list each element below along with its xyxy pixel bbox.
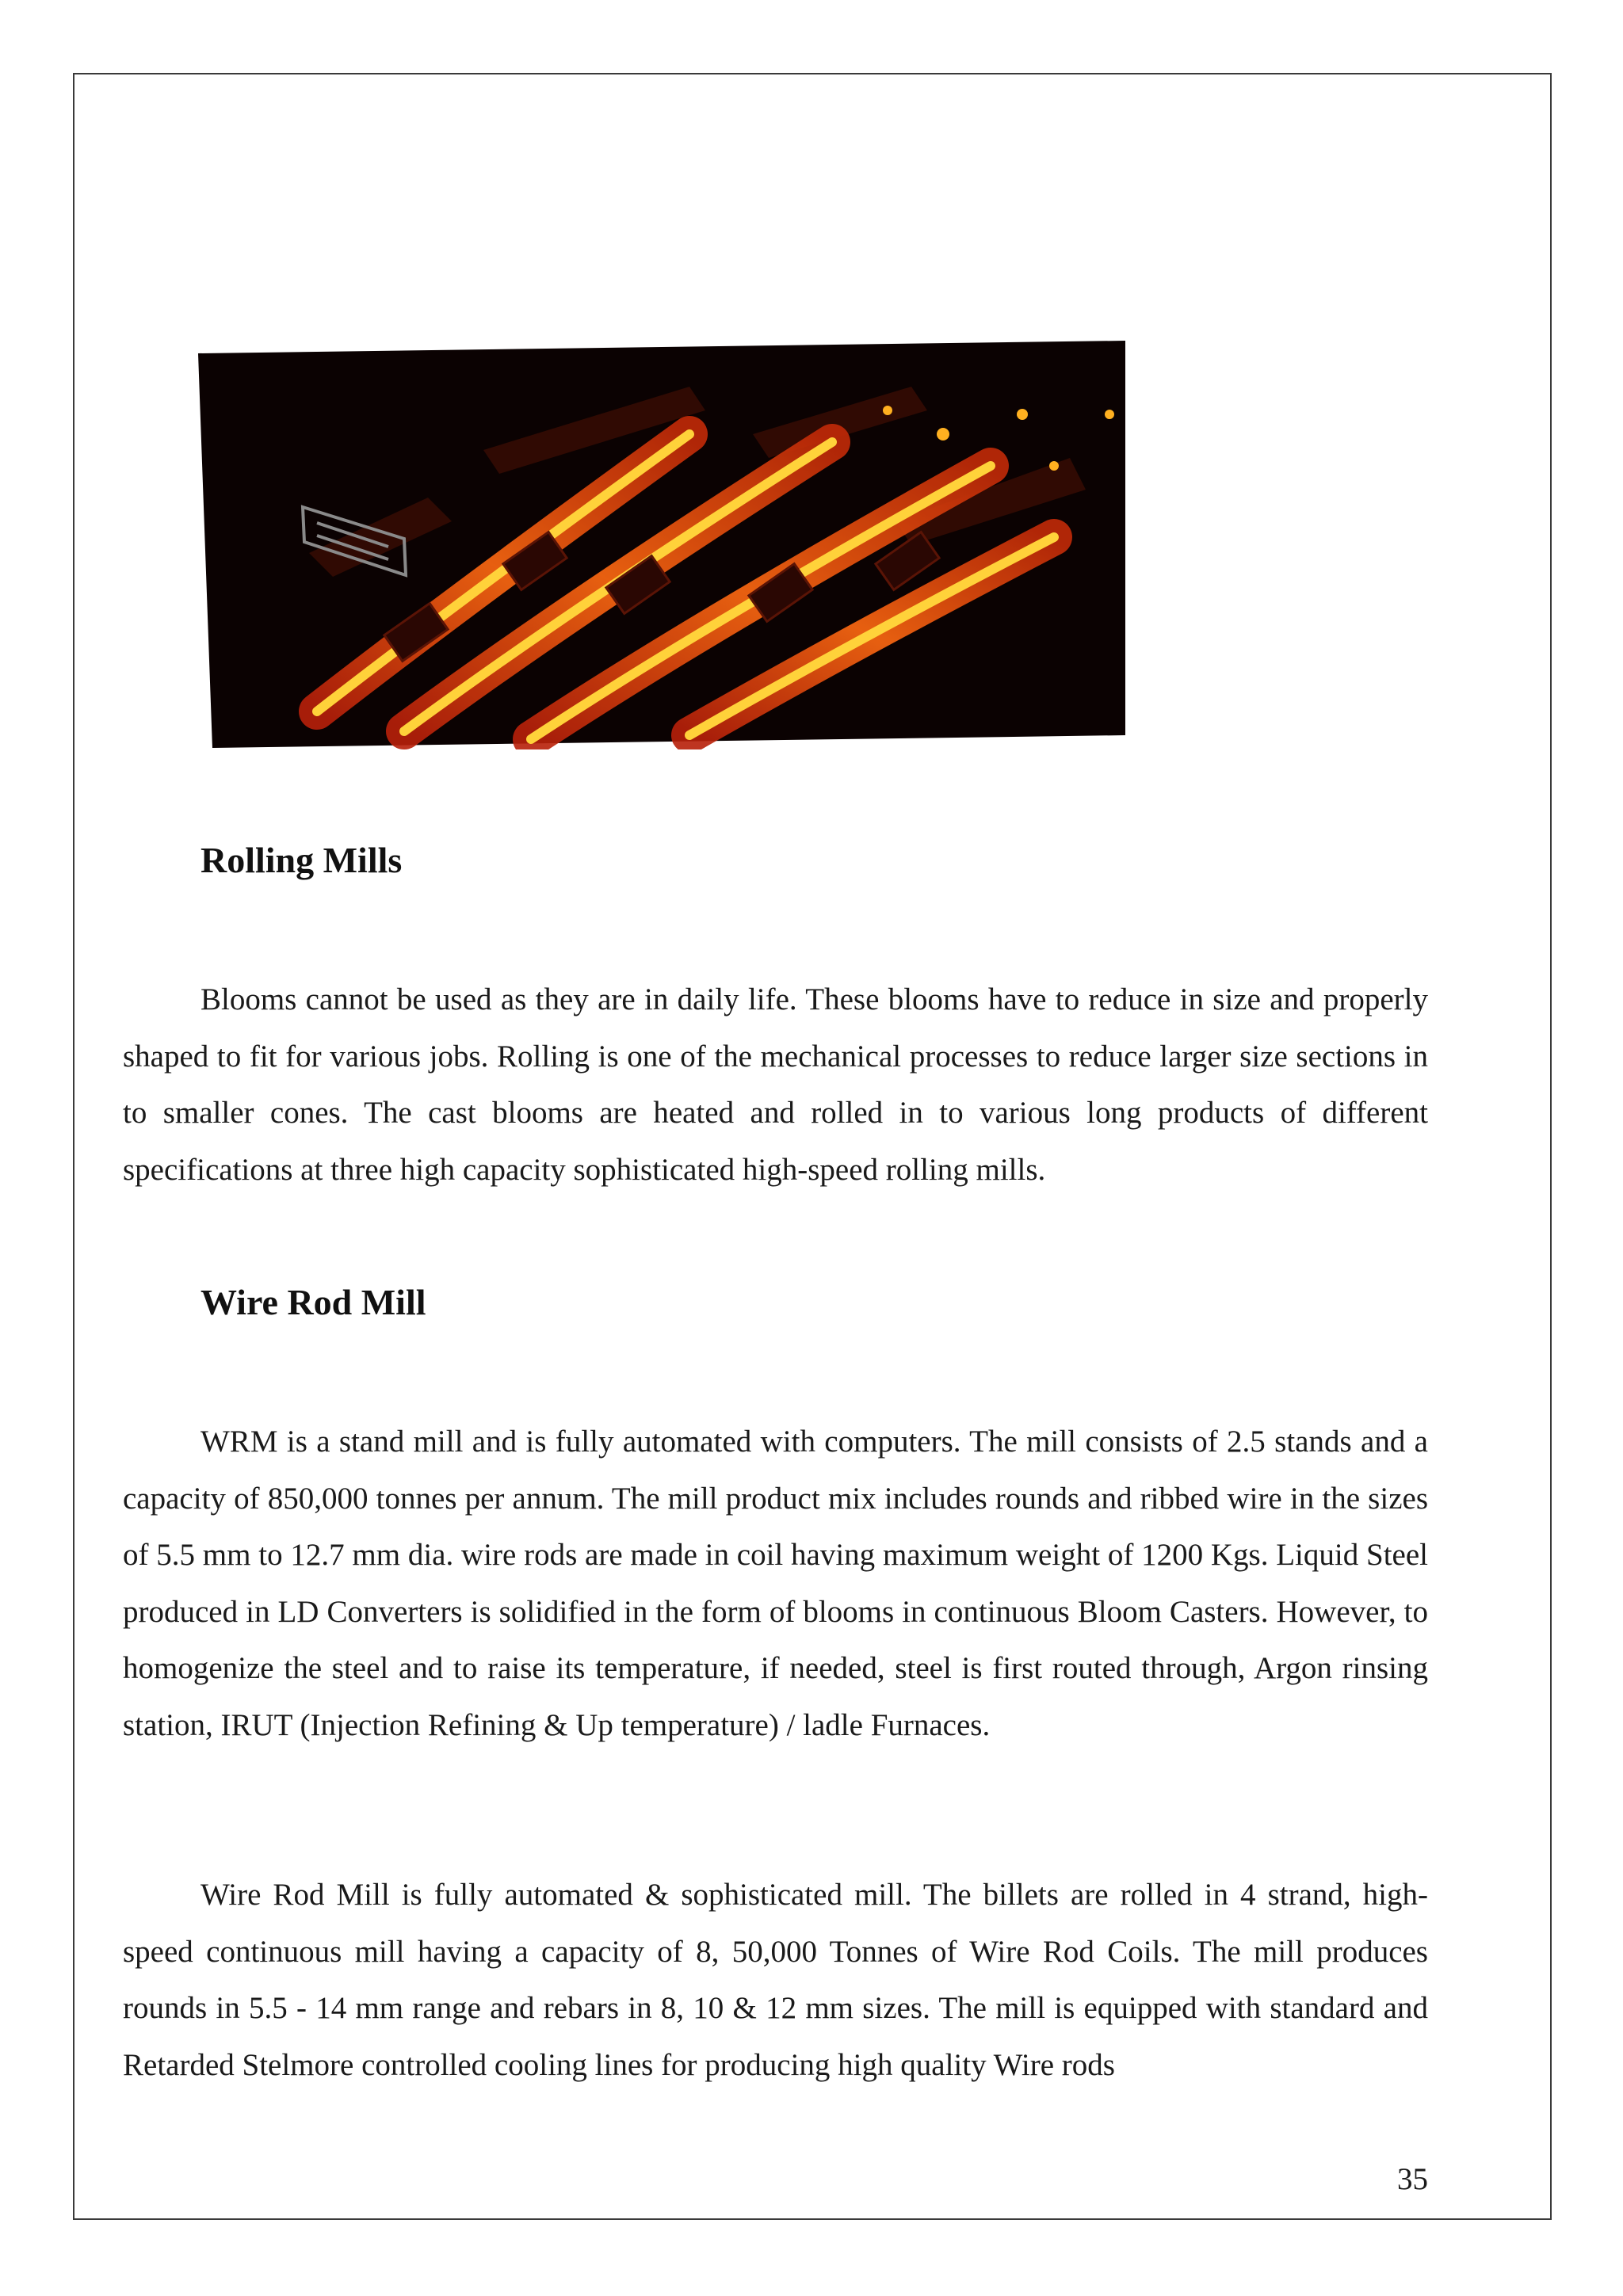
paragraph-wrm-details: Wire Rod Mill is fully automated & sophisticated mill. The billets are rolled in 4 strand, high-speed continuous mill having a capacity of 8, 50,000 Tonnes of Wire Rod Coils. The mill produces rounds in 5.5 - 14 mm range and rebars in 8, 10 & 12 mm sizes. The mill is equipped with standard and Retarded Stelmore controlled cooling lines for producing high quality Wire rods xyxy=(123,1878,1428,2082)
paragraph-rolling-mills: Blooms cannot be used as they are in daily life. These blooms have to reduce in size and properly shaped to fit for various jobs. Rolling is one of the mechanical processes to reduce larger size sections in to smaller cones. The cast blooms are heated and rolled in to various long products of different specifications at three high capacity sophisticated high-speed rolling mills. xyxy=(123,982,1428,1187)
rolling-mill-photo xyxy=(198,339,1127,749)
paragraph-wrm-overview: WRM is a stand mill and is fully automated with computers. The mill consists of 2.5 stands and a capacity of 850,000 tonnes per annum. The mill product mix includes rounds and ribbed wire in the sizes of 5.5 mm to 12.7 mm dia. wire rods are made in coil having maximum weight of 1200 Kgs. Liquid Steel produced in LD Converters is solidified in the form of blooms in continuous Bloom Casters. However, to homogenize the steel and to raise its temperature, if needed, steel is first routed through, Argon rinsing station, IRUT (Injection Refining & Up temperature) / ladle Furnaces. xyxy=(123,1425,1428,1742)
heading-rolling-mills: Rolling Mills xyxy=(200,840,403,880)
heading-wire-rod-mill: Wire Rod Mill xyxy=(200,1282,426,1322)
page-number: 35 xyxy=(1397,2162,1428,2196)
